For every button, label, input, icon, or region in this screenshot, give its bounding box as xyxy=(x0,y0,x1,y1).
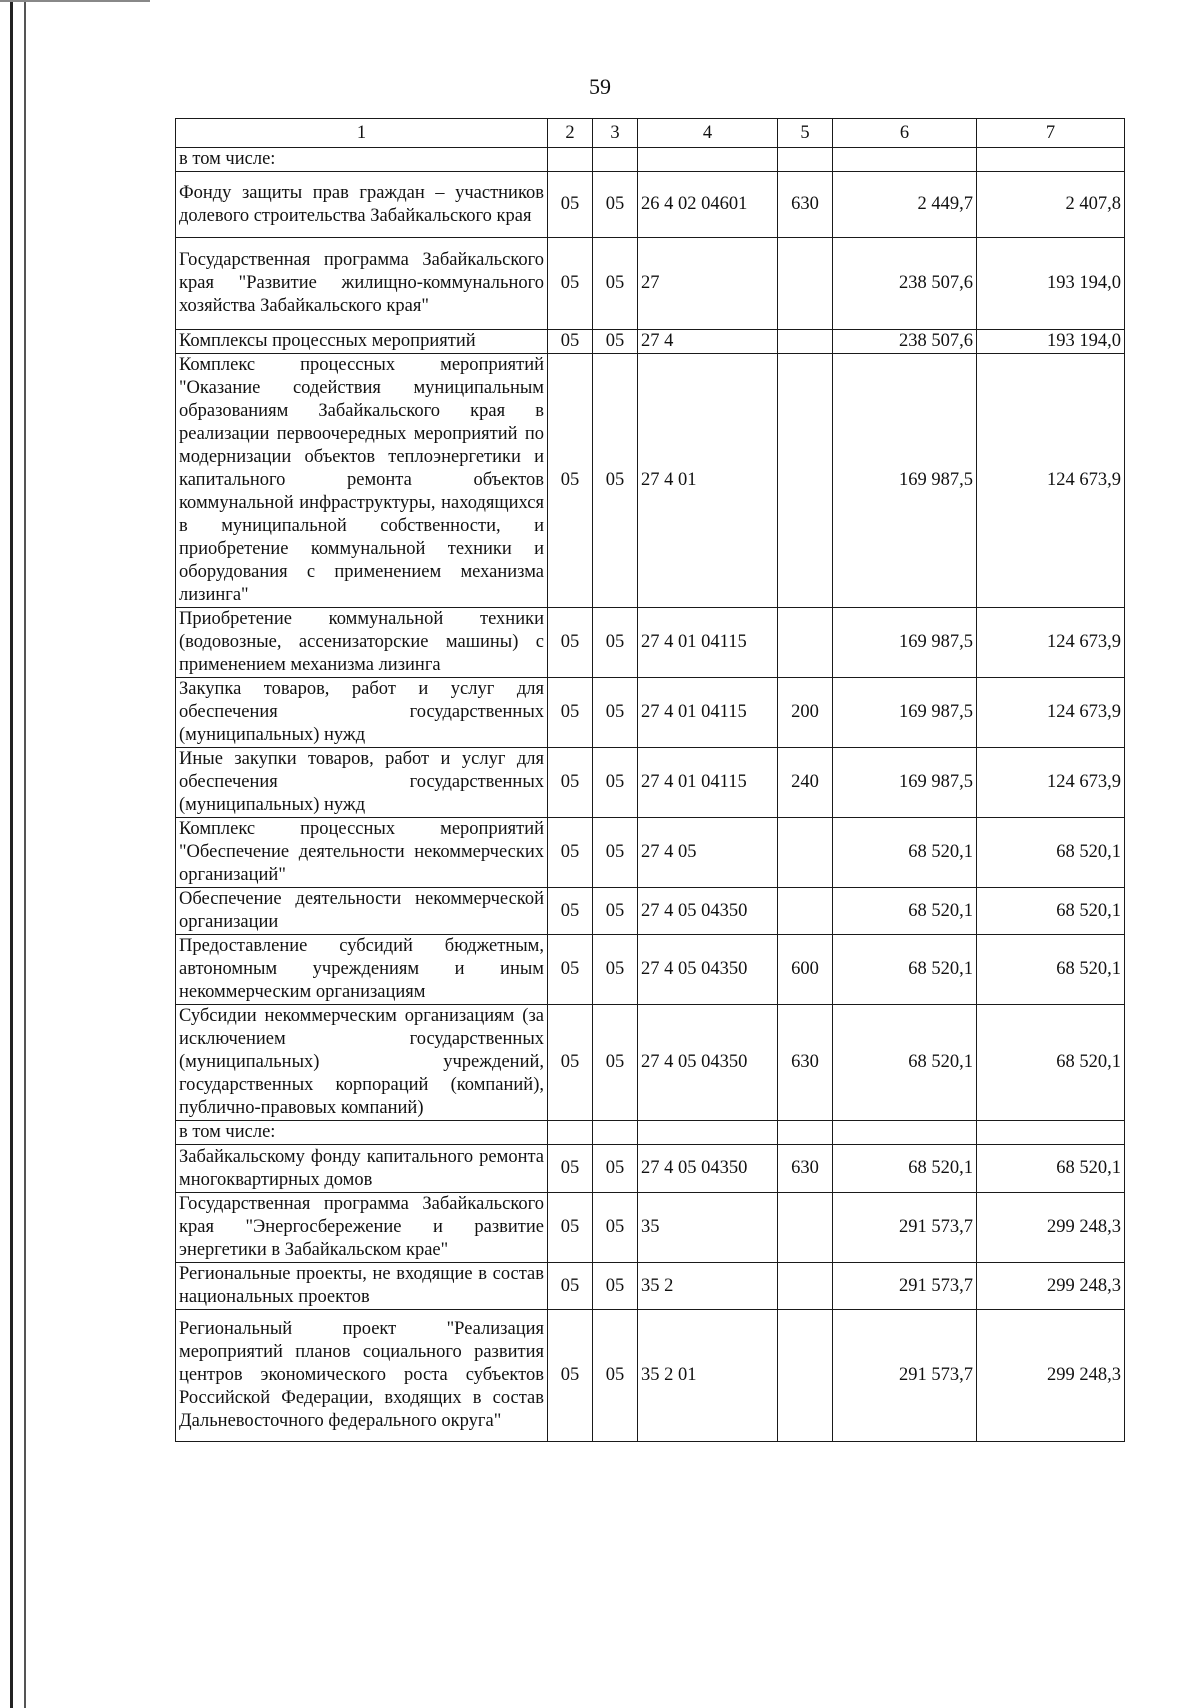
table-row xyxy=(176,1121,1125,1145)
section-code-cell: 05 xyxy=(548,354,593,608)
subsection-code-cell: 05 xyxy=(593,1263,638,1310)
header-cell-5: 5 xyxy=(778,119,833,148)
section-code-cell: 05 xyxy=(548,1193,593,1263)
expense-type-cell: 630 xyxy=(778,172,833,238)
amount-year-2-cell: 2 407,8 xyxy=(977,172,1125,238)
amount-year-2-cell: 68 520,1 xyxy=(977,1005,1125,1121)
section-code-cell: 05 xyxy=(548,748,593,818)
expense-type-cell: 600 xyxy=(778,935,833,1005)
row-description-cell: Субсидии некоммерческим организациям (за исключением государственных (муниципальных) учреждений, государственных корпораций (компаний), публично-правовых компаний) xyxy=(176,1005,548,1121)
target-article-cell: 27 4 05 04350 xyxy=(638,888,778,935)
amount-year-2-cell: 193 194,0 xyxy=(977,330,1125,354)
amount-year-1-cell xyxy=(833,148,977,172)
table-row xyxy=(176,818,1125,888)
row-description-cell: Забайкальскому фонду капитального ремонта многоквартирных домов xyxy=(176,1145,548,1193)
header-cell-6: 6 xyxy=(833,119,977,148)
amount-year-1-cell: 169 987,5 xyxy=(833,748,977,818)
amount-year-2-cell: 68 520,1 xyxy=(977,935,1125,1005)
amount-year-1-cell: 2 449,7 xyxy=(833,172,977,238)
section-code-cell: 05 xyxy=(548,1005,593,1121)
amount-year-2-cell: 299 248,3 xyxy=(977,1193,1125,1263)
subsection-code-cell: 05 xyxy=(593,238,638,330)
scan-edge-line xyxy=(10,0,13,1708)
amount-year-1-cell: 169 987,5 xyxy=(833,354,977,608)
expense-type-cell xyxy=(778,238,833,330)
table-row xyxy=(176,1310,1125,1442)
expense-type-cell: 630 xyxy=(778,1145,833,1193)
section-code-cell xyxy=(548,1121,593,1145)
row-description-cell: Комплексы процессных мероприятий xyxy=(176,330,548,354)
amount-year-1-cell: 291 573,7 xyxy=(833,1263,977,1310)
row-description-cell: Региональный проект "Реализация мероприятий планов социального развития центров экономического роста субъектов Российской Федерации, входящих в состав Дальневосточного федерального округа" xyxy=(176,1310,548,1442)
row-description-cell: Закупка товаров, работ и услуг для обеспечения государственных (муниципальных) нужд xyxy=(176,678,548,748)
section-code-cell: 05 xyxy=(548,238,593,330)
amount-year-1-cell xyxy=(833,1121,977,1145)
amount-year-1-cell: 68 520,1 xyxy=(833,935,977,1005)
subsection-code-cell: 05 xyxy=(593,818,638,888)
subsection-code-cell xyxy=(593,1121,638,1145)
table-row xyxy=(176,935,1125,1005)
table-header-row xyxy=(176,119,1125,148)
amount-year-1-cell: 68 520,1 xyxy=(833,888,977,935)
table-row xyxy=(176,608,1125,678)
amount-year-2-cell: 124 673,9 xyxy=(977,748,1125,818)
target-article-cell: 35 2 xyxy=(638,1263,778,1310)
section-code-cell: 05 xyxy=(548,330,593,354)
expense-type-cell xyxy=(778,1121,833,1145)
table-row xyxy=(176,1005,1125,1121)
budget-table xyxy=(175,118,1125,1442)
section-code-cell: 05 xyxy=(548,172,593,238)
scan-edge-line-inner xyxy=(24,0,26,1708)
expense-type-cell xyxy=(778,818,833,888)
row-description-cell: Обеспечение деятельности некоммерческой организации xyxy=(176,888,548,935)
row-description-cell: Государственная программа Забайкальского края "Развитие жилищно-коммунального хозяйства Забайкальского края" xyxy=(176,238,548,330)
subsection-code-cell: 05 xyxy=(593,1145,638,1193)
subsection-code-cell: 05 xyxy=(593,330,638,354)
target-article-cell xyxy=(638,1121,778,1145)
amount-year-1-cell: 68 520,1 xyxy=(833,818,977,888)
section-code-cell: 05 xyxy=(548,608,593,678)
section-code-cell: 05 xyxy=(548,1263,593,1310)
expense-type-cell xyxy=(778,1310,833,1442)
amount-year-2-cell: 124 673,9 xyxy=(977,608,1125,678)
row-description-cell: Региональные проекты, не входящие в состав национальных проектов xyxy=(176,1263,548,1310)
expense-type-cell: 200 xyxy=(778,678,833,748)
table-row xyxy=(176,1263,1125,1310)
table-row xyxy=(176,172,1125,238)
section-code-cell: 05 xyxy=(548,1310,593,1442)
target-article-cell: 27 4 xyxy=(638,330,778,354)
amount-year-2-cell: 124 673,9 xyxy=(977,678,1125,748)
expense-type-cell xyxy=(778,330,833,354)
header-cell-7: 7 xyxy=(977,119,1125,148)
expense-type-cell xyxy=(778,608,833,678)
expense-type-cell xyxy=(778,888,833,935)
row-description-cell: Фонду защиты прав граждан – участников долевого строительства Забайкальского края xyxy=(176,172,548,238)
target-article-cell: 35 xyxy=(638,1193,778,1263)
section-code-cell: 05 xyxy=(548,818,593,888)
table-body xyxy=(176,148,1125,1442)
table-row xyxy=(176,354,1125,608)
row-description-cell: Предоставление субсидий бюджетным, автономным учреждениям и иным некоммерческим организациям xyxy=(176,935,548,1005)
section-code-cell: 05 xyxy=(548,1145,593,1193)
page-number: 59 xyxy=(589,74,611,99)
amount-year-2-cell: 299 248,3 xyxy=(977,1310,1125,1442)
target-article-cell: 27 4 01 xyxy=(638,354,778,608)
subsection-code-cell: 05 xyxy=(593,935,638,1005)
amount-year-1-cell: 169 987,5 xyxy=(833,678,977,748)
amount-year-1-cell: 238 507,6 xyxy=(833,238,977,330)
table-row xyxy=(176,748,1125,818)
header-cell-1: 1 xyxy=(176,119,548,148)
amount-year-2-cell: 68 520,1 xyxy=(977,1145,1125,1193)
table-row xyxy=(176,238,1125,330)
table-row xyxy=(176,1145,1125,1193)
row-description-cell: в том числе: xyxy=(176,148,548,172)
amount-year-2-cell: 68 520,1 xyxy=(977,888,1125,935)
amount-year-2-cell xyxy=(977,1121,1125,1145)
amount-year-1-cell: 291 573,7 xyxy=(833,1310,977,1442)
subsection-code-cell xyxy=(593,148,638,172)
expense-type-cell xyxy=(778,148,833,172)
table-row xyxy=(176,678,1125,748)
subsection-code-cell: 05 xyxy=(593,1005,638,1121)
subsection-code-cell: 05 xyxy=(593,678,638,748)
expense-type-cell xyxy=(778,354,833,608)
amount-year-2-cell: 124 673,9 xyxy=(977,354,1125,608)
subsection-code-cell: 05 xyxy=(593,608,638,678)
expense-type-cell xyxy=(778,1193,833,1263)
row-description-cell: Комплекс процессных мероприятий "Обеспечение деятельности некоммерческих организаций" xyxy=(176,818,548,888)
header-cell-3: 3 xyxy=(593,119,638,148)
subsection-code-cell: 05 xyxy=(593,172,638,238)
amount-year-1-cell: 68 520,1 xyxy=(833,1005,977,1121)
subsection-code-cell: 05 xyxy=(593,748,638,818)
amount-year-2-cell xyxy=(977,148,1125,172)
amount-year-1-cell: 68 520,1 xyxy=(833,1145,977,1193)
target-article-cell xyxy=(638,148,778,172)
target-article-cell: 27 4 05 04350 xyxy=(638,1005,778,1121)
target-article-cell: 27 4 01 04115 xyxy=(638,678,778,748)
row-description-cell: Приобретение коммунальной техники (водовозные, ассенизаторские машины) с применением механизма лизинга xyxy=(176,608,548,678)
target-article-cell: 35 2 01 xyxy=(638,1310,778,1442)
expense-type-cell: 240 xyxy=(778,748,833,818)
target-article-cell: 27 4 01 04115 xyxy=(638,748,778,818)
amount-year-2-cell: 299 248,3 xyxy=(977,1263,1125,1310)
subsection-code-cell: 05 xyxy=(593,888,638,935)
expense-type-cell: 630 xyxy=(778,1005,833,1121)
table-row xyxy=(176,148,1125,172)
budget-table-container xyxy=(175,118,1124,1442)
amount-year-1-cell: 169 987,5 xyxy=(833,608,977,678)
table-row xyxy=(176,888,1125,935)
row-description-cell: Государственная программа Забайкальского края "Энергосбережение и развитие энергетики в Забайкальском крае" xyxy=(176,1193,548,1263)
target-article-cell: 27 4 01 04115 xyxy=(638,608,778,678)
amount-year-1-cell: 238 507,6 xyxy=(833,330,977,354)
expense-type-cell xyxy=(778,1263,833,1310)
section-code-cell xyxy=(548,148,593,172)
subsection-code-cell: 05 xyxy=(593,1193,638,1263)
amount-year-1-cell: 291 573,7 xyxy=(833,1193,977,1263)
target-article-cell: 27 4 05 04350 xyxy=(638,935,778,1005)
target-article-cell: 27 xyxy=(638,238,778,330)
amount-year-2-cell: 68 520,1 xyxy=(977,818,1125,888)
subsection-code-cell: 05 xyxy=(593,354,638,608)
row-description-cell: Иные закупки товаров, работ и услуг для обеспечения государственных (муниципальных) нужд xyxy=(176,748,548,818)
header-cell-2: 2 xyxy=(548,119,593,148)
section-code-cell: 05 xyxy=(548,888,593,935)
subsection-code-cell: 05 xyxy=(593,1310,638,1442)
target-article-cell: 27 4 05 04350 xyxy=(638,1145,778,1193)
header-cell-4: 4 xyxy=(638,119,778,148)
amount-year-2-cell: 193 194,0 xyxy=(977,238,1125,330)
table-row xyxy=(176,1193,1125,1263)
target-article-cell: 27 4 05 xyxy=(638,818,778,888)
scan-top-line xyxy=(0,0,150,2)
row-description-cell: в том числе: xyxy=(176,1121,548,1145)
section-code-cell: 05 xyxy=(548,935,593,1005)
target-article-cell: 26 4 02 04601 xyxy=(638,172,778,238)
row-description-cell: Комплекс процессных мероприятий "Оказание содействия муниципальным образованиям Забайкальского края в реализации первоочередных мероприятий по модернизации объектов теплоэнергетики и капитального ремонта объектов коммунальной инфраструктуры, находящихся в муниципальной собственности, и приобретение коммунальной техники и оборудования с применением механизма лизинга" xyxy=(176,354,548,608)
table-row xyxy=(176,330,1125,354)
section-code-cell: 05 xyxy=(548,678,593,748)
